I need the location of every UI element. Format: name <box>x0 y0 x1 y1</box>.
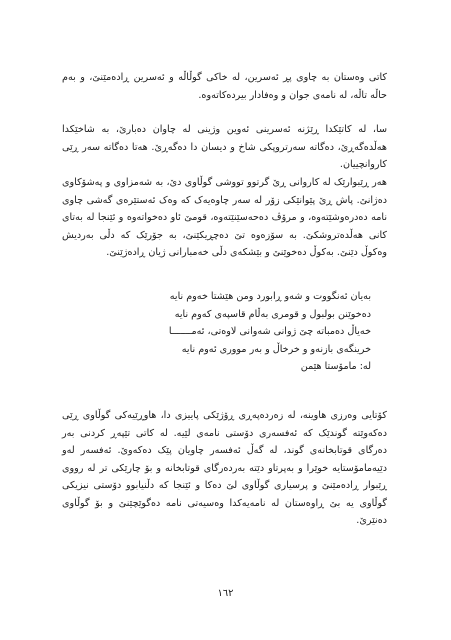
poem-line: بەیان ئەنگووت و شەو ڕابورد ومن هێشتا خەوم نایە <box>169 291 371 302</box>
paragraph-2 <box>62 121 387 174</box>
closing-paragraph <box>62 407 387 530</box>
poem-line: دەخوێنن بولبول و قومری بەڵام قاسپەی کەوم نایە <box>174 308 371 320</box>
page-number: ١٦٢ <box>217 588 234 599</box>
paragraph-text: کاتی وەستان بە چاوی پڕ ئەسرین، لە خاکی گوڵاڵە و ئەسرین ڕادەمێنێ، و بەم حاڵە تاڵە، لە نامەی جوان و وەفادار بیردەکاتەوە. <box>62 72 387 101</box>
paragraph-text: هەر ڕێبوارێک لە کاروانی ڕێ گرتوو تووشی گوڵاوی دێ، بە شەمزاوی و پەشۆکاوی دەژانێ. پاش ڕێ پێوانێکی زۆر لە سەر چاوەیەک کە وەک ئەستێرەی گەشی چاوی نامە دەدرەوشێتەوە، و مرۆڤ دەحەسێنێتەوە، قومێ ئاو دەخواتەوە و ئێنجا لە بەتای کانی هەڵدەتروشکێ. بە سۆزەوە تێ دەچڕیکێنێ، بە جۆرێک کە دڵی بەردیش وەکوڵ دێنێ. بەکوڵ دەخوێنێ و بێشکەی دڵی خەمبارانی ژیان ڕادەژێنێ. <box>62 177 387 258</box>
paragraph-text: سا، لە کاتێکدا ڕێژنە ئەسرینی ئەوین وژینی لە چاوان دەبارێ، بە شاخێکدا هەڵدەگەڕێ، دەگاتە سەرتروپکی شاخ و دیسان دا دەگەڕێ. هەتا دەگاتە سەر ڕێی کاروانچییان. <box>62 124 387 170</box>
poem-author: لە: مامۆستا هێمن <box>300 361 371 372</box>
paragraph-1 <box>62 69 387 104</box>
paragraph-3 <box>62 174 387 262</box>
poem-block <box>78 288 371 376</box>
paragraph-text: کۆتایی وەرزی هاوینە، لە زەردەپەڕی ڕۆژێکی پاییزی دا، هاوڕێیەکی گوڵاوی ڕێی دەکەوێتە گوندێک کە ئەفسەری دۆستی نامەی لێیە. لە کاتی تێپەڕ کردنی بەر دەرگای قوتابخانەی گوند، لە گەڵ ئەفسەر چاویان پێک دەکەوێ. ئەفسەر لەو دێیەمامۆستایە خوێرا و بەپرتاو دێتە بەردەرگای قوتابخانە و بۆ چارێکی تر لە رووی ڕێبوار ڕادەمێنێ و پرسیاری گوڵاوی لێ دەکا و ئێنجا کە دڵنیابوو دۆستی نیزیکی گوڵاوی یە بێ ڕاوەستان لە نامەیەکدا وەسیەتی نامە دەگوێچێنێ و بۆ گوڵاوی دەنێرێ. <box>62 410 387 526</box>
poem-line: خرینگەی بازنەو و خرخاڵ و بەر مووری ئەوم نایە <box>181 343 371 355</box>
poem-line: خەیاڵ دەمباتە چێ ژوانی شەوانی لاوەتی، ئەمـــــــا <box>168 326 371 337</box>
